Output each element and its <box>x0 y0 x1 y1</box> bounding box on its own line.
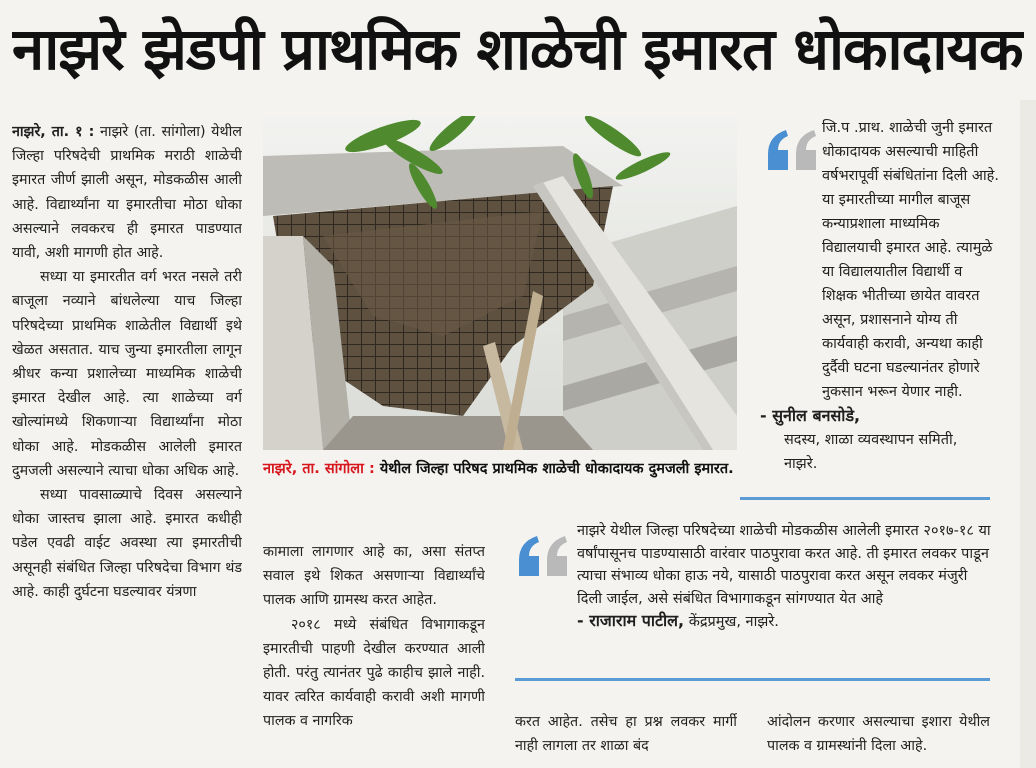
photo-caption <box>263 456 737 482</box>
article-paragraph: आंदोलन करणार असल्याचा इशारा येथील पालक व ग्रामस्थांनी दिला आहे. <box>767 714 990 755</box>
quote-text <box>515 520 995 634</box>
caption-place: नाझरे, ता. सांगोला : <box>263 461 375 477</box>
damaged-building-illustration <box>263 116 737 450</box>
quote-box-2 <box>515 520 995 670</box>
article-column-1 <box>12 120 242 768</box>
article-paragraph: सध्या या इमारतीत वर्ग भरत नसले तरी बाजूला नव्याने बांधलेल्या याच जिल्हा परिषदेच्या प्राथमिक शाळेतील विद्यार्थी इथे खेळत असतात. याच जुन्या इमारतीला लागून श्रीधर कन्या प्रशालेच्या माध्यमिक शाळेची इमारत देखील आहे. त्या शाळेच्या वर्ग खोल्यांमध्ये शिकणाऱ्या विद्यार्थ्यांना मोठा धोका आहे. मोडकळीस आलेली इमारत दुमजली असल्याने त्याचा धोका अधिक आहे. <box>12 269 242 479</box>
divider <box>515 678 990 681</box>
quote-author-role: सदस्य, शाळा व्यवस्थापन समिती, <box>784 432 958 448</box>
quote-author-name: - राजाराम पाटील, <box>577 611 685 630</box>
page-edge <box>1020 100 1036 768</box>
article-column-2 <box>263 540 485 768</box>
quote-body: जि.प .प्राथ. शाळेची जुनी इमारत धोकादायक असल्याची माहिती वर्षभरापूर्वी संबंधितांना दिली आहे. या इमारतीच्या मागील बाजूस कन्याप्रशाला माध्यमिक विद्यालयाची इमारत आहे. त्यामुळे या विद्यालयातील विद्यार्थी व शिक्षक भीतीच्या छायेत वावरत असून, प्रशासनाने योग्य ती कार्यवाही करावी, अन्यथा काही दुर्दैवी घटना घडल्यानंतर होणारे नुकसान भरून येणार नाही. <box>822 120 999 400</box>
quote-mark-icon <box>764 120 824 180</box>
quote-author-place: नाझरे. <box>784 456 818 472</box>
article-paragraph: करत आहेत. तसेच हा प्रश्न लवकर मार्गी नाही लागला तर शाळा बंद <box>515 714 737 755</box>
quote-body: नाझरे येथील जिल्हा परिषदेच्या शाळेची मोडकळीस आलेली इमारत २०१७-१८ या वर्षांपासूनच पाडण्यासाठी वारंवार पाठपुरावा करत आहे. ती इमारत लवकर पाडून त्याचा संभाव्य धोका हाऊ नये, यासाठी पाठपुरावा करत असून लवकर मंजुरी दिली जाईल, असे संबंधित विभागाकडून सांगण्यात येत आहे <box>577 523 991 607</box>
article-paragraph: सध्या पावसाळ्याचे दिवस असल्याने धोका जास्तच झाला आहे. इमारत कधीही पडेल एवढी वाईट अवस्था त्या इमारतीची असूनही संबंधित जिल्हा परिषदेचा विभाग थंड आहे. काही दुर्घटना घडल्यावर यंत्रणा <box>12 487 242 600</box>
dateline: नाझरे, ता. १ : <box>12 124 95 140</box>
quote-author-role: केंद्रप्रमुख, नाझरे. <box>688 614 779 630</box>
quote-box-1 <box>760 116 1000 494</box>
quote-author <box>577 610 995 634</box>
article-paragraph: २०१८ मध्ये संबंधित विभागाकडून इमारतीची पाहणी देखील करण्यात आली होती. परंतु त्यानंतर पुढे काहीच झाले नाही. यावर त्वरित कार्यवाही करावी अशी मागणी पालक व नागरिक <box>263 616 485 730</box>
article-paragraph: कामाला लागणार आहे का, असा संतप्त सवाल इथे शिकत असणाऱ्या विद्यार्थ्यांचे पालक आणि ग्रामस्थ करत आहेत. <box>263 544 485 609</box>
article-paragraph: नाझरे, ता. १ : नाझरे (ता. सांगोला) येथील जिल्हा परिषदेची प्राथमिक मराठी शाळेची इमारत जीर्ण झाली असून, मोडकळीस आली आहे. विद्यार्थ्यांना या इमारतीचा मोठा धोका असल्याने लवकरच ही इमारत पाडण्यात यावी, अशी मागणी होत आहे. <box>12 124 242 262</box>
divider <box>740 497 990 500</box>
building-photo <box>263 116 737 450</box>
headline: नाझरे झेडपी प्राथमिक शाळेची इमारत धोकादायक <box>12 15 1023 83</box>
article-column-3 <box>515 710 737 768</box>
article-column-4 <box>767 710 990 768</box>
caption-text: येथील जिल्हा परिषद प्राथमिक शाळेची धोकादायक दुमजली इमारत. <box>379 461 734 477</box>
quote-author-name: - सुनील बनसोडे, <box>760 406 861 425</box>
quote-mark-icon <box>515 526 575 586</box>
